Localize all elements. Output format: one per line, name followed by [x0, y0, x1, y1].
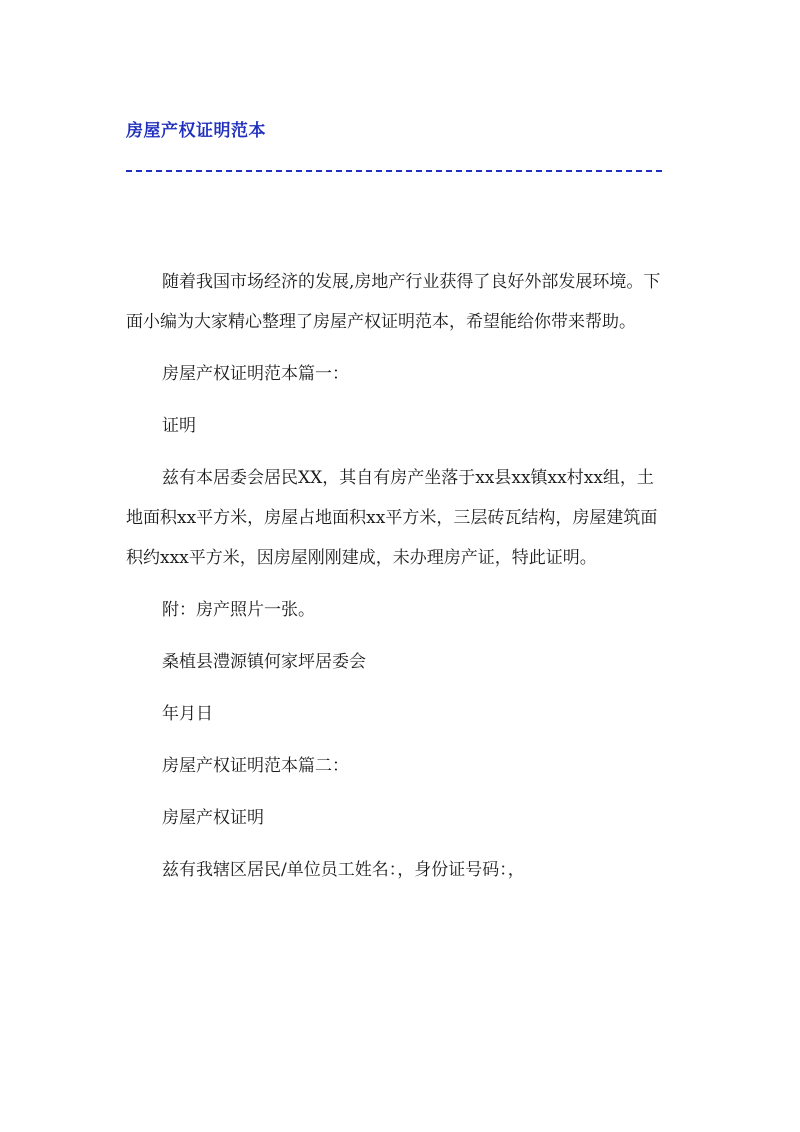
- certificate-body-1: 兹有本居委会居民XX，其自有房产坐落于xx县xx镇xx村xx组，土地面积xx平方米，房屋占地面积xx平方米，三层砖瓦结构，房屋建筑面积约xxx平方米，因房屋刚刚建成，未办理房产证，特此证明。: [126, 468, 658, 568]
- intro-paragraph: 随着我国市场经济的发展,房地产行业获得了良好外部发展环境。下面小编为大家精心整理了房屋产权证明范本，希望能给你带来帮助。: [126, 272, 661, 332]
- attachment-note: 附：房产照片一张。: [162, 600, 315, 620]
- issuer-name: 桑植县澧源镇何家坪居委会: [162, 652, 366, 672]
- section-heading-2: 房屋产权证明范本篇二：: [162, 756, 349, 776]
- document-body: [126, 262, 666, 902]
- date-line: 年月日: [162, 704, 213, 724]
- title-divider: [126, 170, 662, 172]
- section-heading-1: 房屋产权证明范本篇一：: [162, 364, 349, 384]
- certificate-heading-1: 证明: [162, 416, 196, 436]
- certificate-heading-2: 房屋产权证明: [162, 808, 264, 828]
- document-title: 房屋产权证明范本: [126, 121, 266, 141]
- certificate-body-2: 兹有我辖区居民/单位员工姓名：，身份证号码：，: [162, 860, 525, 880]
